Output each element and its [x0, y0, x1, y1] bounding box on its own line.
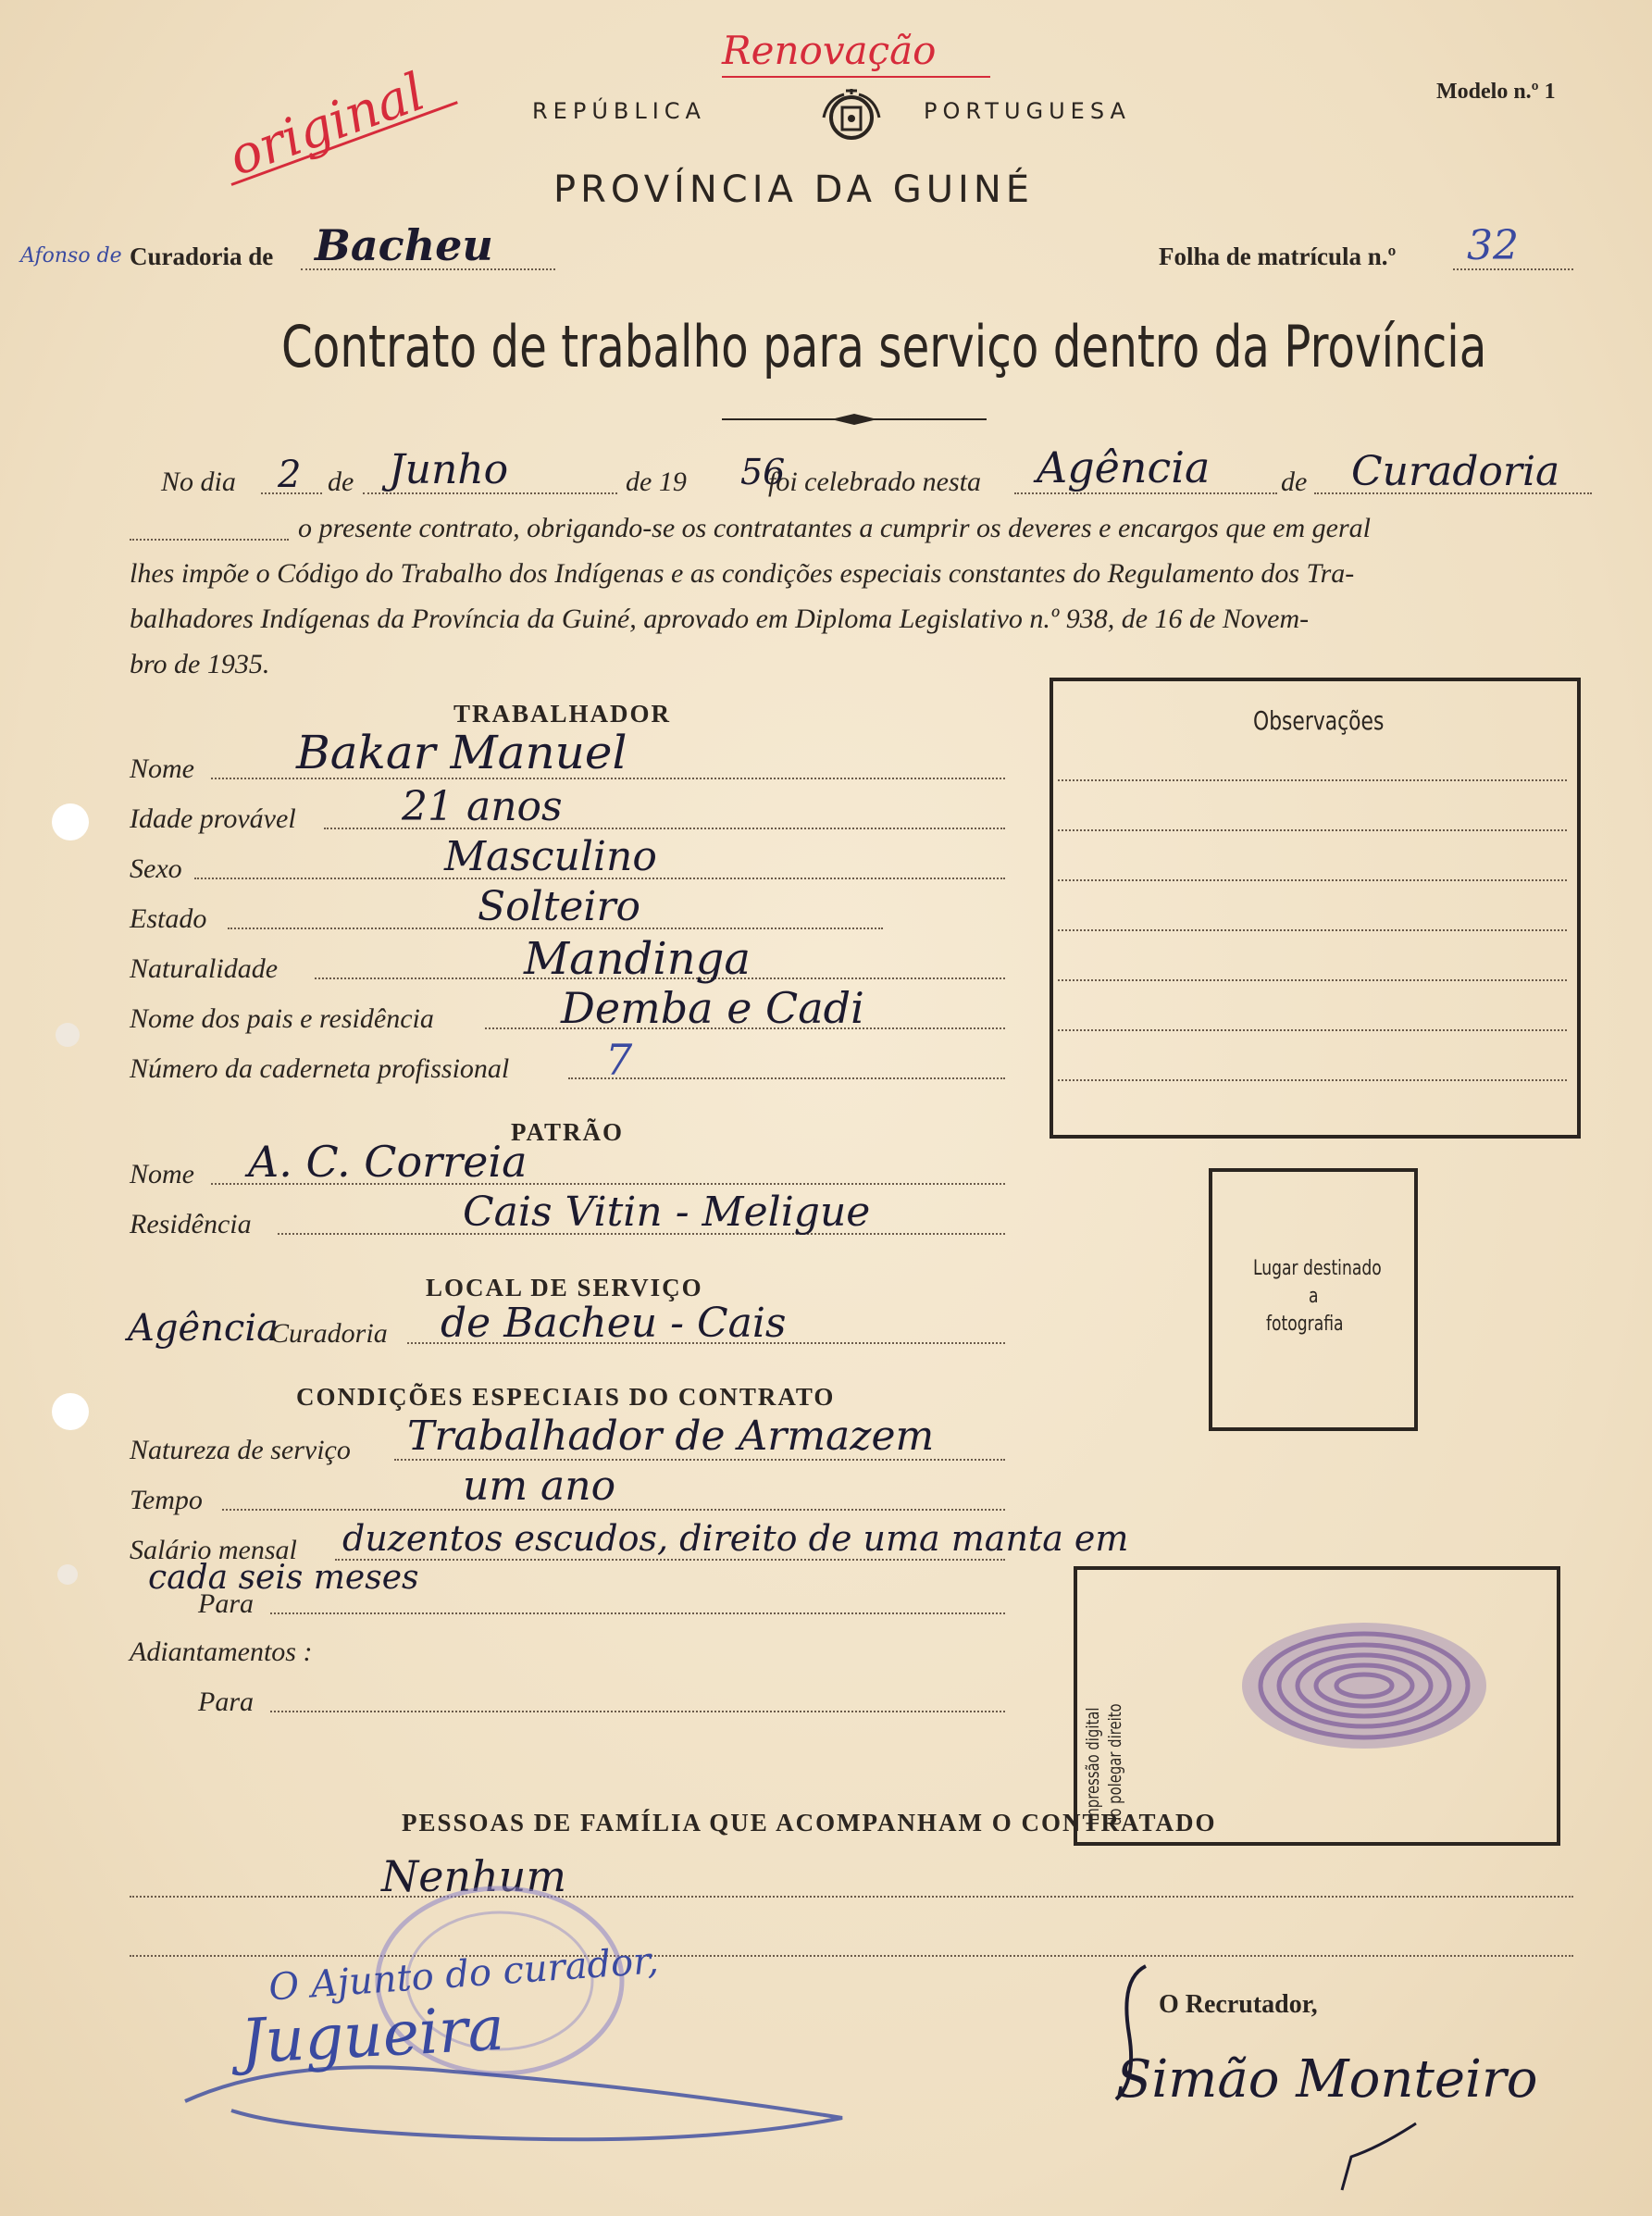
salario-value-2: cada seis meses: [148, 1559, 419, 1597]
observacoes-line: [1058, 1029, 1567, 1031]
naturalidade-value: Mandinga: [524, 933, 751, 985]
contract-title: Contrato de trabalho para serviço dentro da Província: [281, 313, 1487, 380]
observacoes-line: [1058, 1079, 1567, 1081]
impressao-line2: do polegar direito: [1105, 1703, 1125, 1825]
intro-day: 2: [278, 454, 302, 496]
curadoria-prefix-note: Afonso de: [20, 244, 122, 268]
observacoes-line: [1058, 829, 1567, 831]
caderneta-label: Número da caderneta profissional: [130, 1053, 510, 1084]
nome-label: Nome: [130, 753, 194, 784]
salario-dots: [335, 1559, 1005, 1561]
local-heading: LOCAL DE SERVIÇO: [426, 1274, 703, 1301]
punch-hole: [52, 1393, 89, 1430]
adiantamentos-label: Adiantamentos :: [130, 1637, 313, 1667]
observacoes-title: Observações: [1253, 705, 1385, 736]
observacoes-line: [1058, 779, 1567, 781]
patrao-nome-value: A. C. Correia: [248, 1137, 528, 1187]
renovacao-note: Renovação: [722, 28, 937, 73]
provincia-title: PROVÍNCIA DA GUINÉ: [553, 168, 1035, 211]
observacoes-line: [1058, 929, 1567, 931]
intro-line2: o presente contrato, obrigando-se os contratantes a cumprir os deveres e encargos que em geral: [298, 513, 1371, 543]
recrutador-signature-tail: [1314, 2120, 1425, 2194]
original-note: original: [220, 61, 433, 189]
idade-value: 21 anos: [402, 783, 563, 830]
impressao-line1: Impressão digital: [1083, 1707, 1103, 1825]
photo-line2: a: [1309, 1285, 1319, 1308]
punch-hole: [56, 1023, 80, 1047]
intro-place-dots: [1014, 492, 1277, 494]
ajunto-signature-flourish: [176, 1999, 879, 2157]
folha-value: 32: [1467, 222, 1519, 269]
intro-line4: balhadores Indígenas da Província da Guiné, aprovado em Diploma Legislativo n.º 938, de 16 de Novem-: [130, 604, 1310, 634]
recrutador-signature: Simão Monteiro: [1116, 2049, 1538, 2110]
intro-de2: de 19: [626, 467, 687, 497]
local-value: de Bacheu - Cais: [441, 1300, 787, 1347]
punch-hole: [52, 803, 89, 840]
intro-line3: lhes impõe o Código do Trabalho dos Indígenas e as condições especiais constantes do Regulamento dos Tra-: [130, 558, 1355, 589]
intro-place: Agência: [1037, 442, 1211, 492]
tempo-value: um ano: [463, 1463, 616, 1510]
natureza-value: Trabalhador de Armazem: [407, 1413, 935, 1460]
intro-no-dia: No dia: [161, 467, 236, 497]
renovacao-underline: [722, 76, 990, 78]
caderneta-value: 7: [605, 1035, 633, 1085]
trabalhador-heading: TRABALHADOR: [453, 700, 672, 728]
patrao-heading: PATRÃO: [511, 1118, 624, 1146]
familia-heading: PESSOAS DE FAMÍLIA QUE ACOMPANHAM O CONTRATADO: [402, 1809, 1217, 1836]
familia-value: Nenhum: [381, 1851, 566, 1901]
republica-left: REPÚBLICA: [532, 98, 706, 124]
recrutador-label: O Recrutador,: [1159, 1990, 1318, 2019]
curadoria-label: Curadoria de: [130, 243, 274, 270]
local-prefix: Agência: [128, 1307, 279, 1350]
intro-year: 56: [740, 452, 786, 492]
sexo-value: Masculino: [444, 833, 657, 880]
photo-line1: Lugar destinado: [1253, 1257, 1382, 1280]
condicoes-heading: CONDIÇÕES ESPECIAIS DO CONTRATO: [296, 1383, 836, 1411]
intro-line5: bro de 1935.: [130, 649, 270, 679]
intro-foi: foi celebrado nesta: [768, 467, 981, 497]
intro-de1: de: [328, 467, 354, 497]
estado-value: Solteiro: [478, 883, 641, 930]
ajunto-label: O Ajunto do curador,: [267, 1939, 660, 2010]
para2-label: Para: [198, 1687, 254, 1717]
fingerprint-box: [1074, 1566, 1560, 1846]
fingerprint-icon: [1235, 1616, 1494, 1755]
republica-right: PORTUGUESA: [924, 98, 1131, 124]
salario-label: Salário mensal: [130, 1535, 297, 1565]
punch-hole: [57, 1564, 78, 1585]
idade-label: Idade provável: [130, 803, 296, 834]
familia-dots-1: [130, 1896, 1573, 1898]
intro-month: Junho: [389, 446, 509, 493]
patrao-nome-label: Nome: [130, 1159, 194, 1189]
title-ornament: [722, 412, 987, 427]
photo-box: [1209, 1168, 1418, 1431]
para-dots: [270, 1612, 1005, 1614]
observacoes-line: [1058, 979, 1567, 981]
folha-label: Folha de matrícula n.º: [1159, 243, 1397, 270]
salario-value: duzentos escudos, direito de uma manta em: [342, 1518, 1129, 1559]
estado-label: Estado: [130, 903, 207, 934]
modelo-label: Modelo n.º 1: [1436, 80, 1556, 104]
local-label: Curadoria: [270, 1318, 388, 1349]
intro-line2-dots: [130, 539, 289, 541]
para-label: Para: [198, 1588, 254, 1619]
observacoes-line: [1058, 879, 1567, 881]
natureza-label: Natureza de serviço: [130, 1435, 351, 1465]
intro-place2: Curadoria: [1351, 448, 1560, 495]
sexo-label: Sexo: [130, 853, 182, 884]
tempo-label: Tempo: [130, 1485, 203, 1515]
residencia-value: Cais Vitin - Meligue: [463, 1189, 871, 1236]
photo-line3: fotografia: [1266, 1313, 1344, 1336]
familia-dots-2: [130, 1955, 1573, 1957]
para2-dots: [270, 1711, 1005, 1712]
pais-value: Demba e Cadi: [561, 983, 864, 1033]
nome-value: Bakar Manuel: [296, 726, 627, 779]
caderneta-dots: [568, 1077, 1005, 1079]
curadoria-value: Bacheu: [315, 220, 493, 270]
intro-de3: de: [1281, 467, 1308, 497]
coat-of-arms-icon: [814, 85, 888, 150]
observacoes-box: [1050, 678, 1581, 1139]
pais-label: Nome dos pais e residência: [130, 1003, 434, 1034]
residencia-label: Residência: [130, 1209, 252, 1239]
naturalidade-label: Naturalidade: [130, 953, 279, 984]
ajunto-signature: Jugueira: [239, 1992, 506, 2078]
